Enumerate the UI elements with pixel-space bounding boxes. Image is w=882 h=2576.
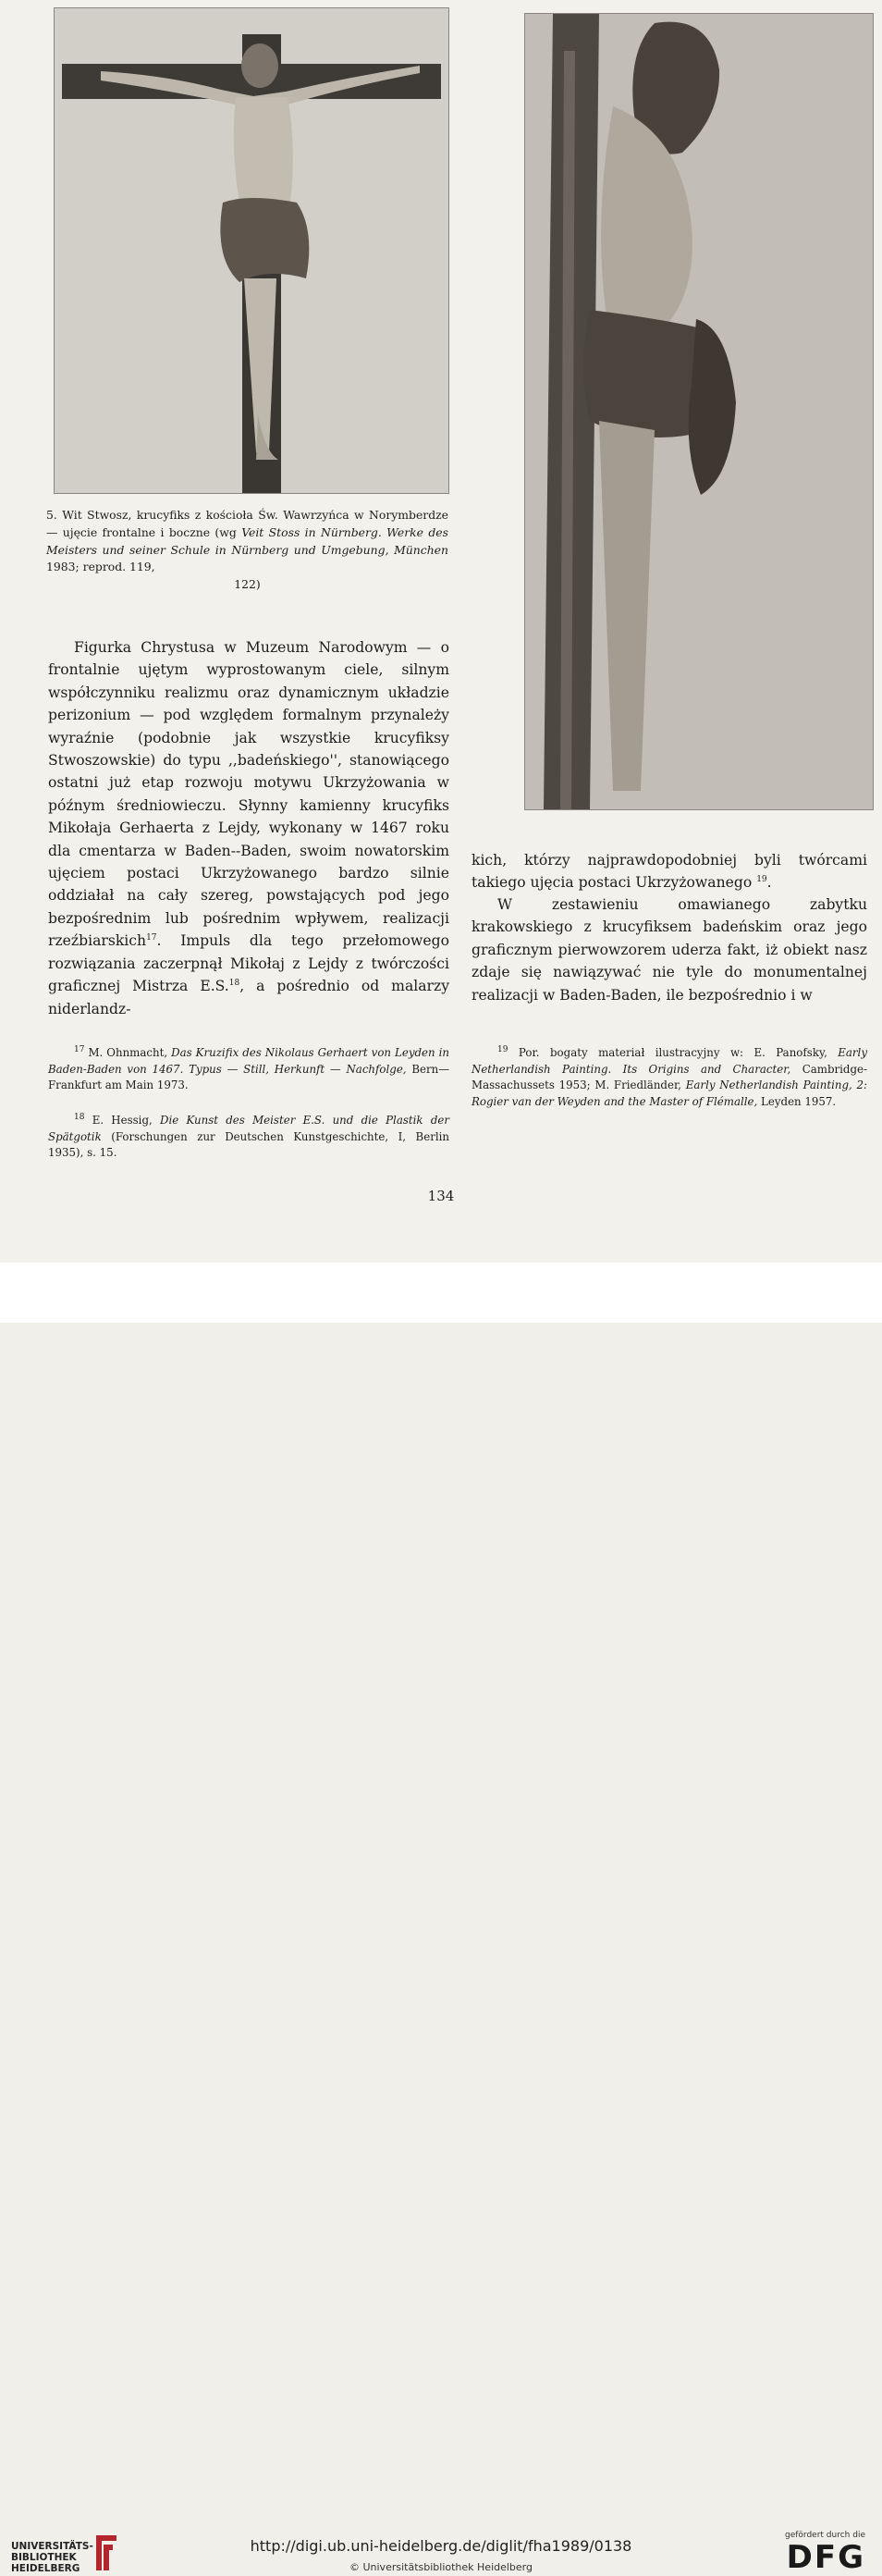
footnote-ref[interactable]: 17 [146,933,157,943]
crucifix-side-photo [524,13,874,810]
footnote-author: E. Hessig, [92,1114,153,1127]
caption-text-end: 1983; reprod. 119, [46,560,155,574]
footnote-number: 19 [497,1045,508,1055]
library-name-line: HEIDELBERG [11,2563,80,2574]
footnote-ref[interactable]: 19 [756,875,767,885]
body-paragraph: Figurka Chrystusa w Muzeum Narodowym — o frontalnie ujętym wyprostowanym ciele, silnym współczynniku realizmu oraz dynamicznym układzie perizonium — pod względem formalnym przynależy wyraźnie (podobnie jak wszystkie krucyfiksy Stwoszowskie) do typu ,,badeńskiego'', stanowiącego ostatni już etap rozwoju motywu Ukrzyżowania w późnym średniowieczu. Słynny kamienny krucyfiks Mikołaja Gerhaerta z Lejdy, wykonany w 1467 roku dla cmentarza w Baden--Baden, swoim nowatorskim ujęciem postaci Ukrzyżowanego bardzo silnie oddziałał na cały szereg, powstających pod jego bezpośrednim lub pośrednim wpływem, realizacji rzeźbiarskich [48,639,449,950]
funding-label: gefördert durch die [785,2531,865,2540]
footnote-19 [472,1045,867,1110]
footnote-text-mid: Cambridge-Massachussets 1953; M. Friedländer, [472,1062,867,1092]
crucifix-side-illustration [525,14,873,809]
library-name-line: BIBLIOTHEK [11,2552,77,2563]
caption-text: 5. Wit Stwosz, krucyfiks z kościoła Św. Wawrzyńca w Norymberdze — ujęcie frontalne i boczne (wg [46,508,448,539]
crucifix-frontal-photo [54,7,449,494]
dfg-logo[interactable]: DFG [786,2539,865,2576]
footnote-18 [48,1113,449,1162]
page-number: 134 [427,1188,455,1204]
caption-title: Veit Stoss in Nürnberg. Werke des Meisters und seiner Schule in Nürnberg und Umgebung, München [46,524,449,557]
figure-caption [46,507,448,594]
library-name-line: UNIVERSITÄTS- [11,2541,93,2552]
footnote-title: Early Netherlandish Painting. Its Origins and Character, [472,1046,867,1076]
crucifix-frontal-illustration [55,8,448,493]
body-paragraph-end: , a pośrednio od malarzy niderlandz- [48,978,449,1017]
body-right-column [472,894,867,1006]
document-page [0,0,882,1263]
footnote-text: Bern—Frankfurt am Main 1973. [48,1062,450,1092]
footnote-title: Die Kunst des Meister E.S. und die Plastik der Spätgotik [48,1114,449,1143]
viewer-footer [0,1263,882,2576]
body-right-column-top [472,849,867,894]
footnote-text: (Forschungen zur Deutschen Kunstgeschichte, I, Berlin 1935), s. 15. [48,1129,449,1160]
body-paragraph-cont: . Impuls dla tego przełomowego rozwiązania zaczerpnął Mikołaj z Lejdy z twórczości graficznej Mistrza E.S. [48,932,449,995]
body-left-column [48,636,449,1020]
footnote-17 [48,1045,449,1094]
footnote-ref[interactable]: 18 [228,978,240,988]
footnote-text-end: Leyden 1957. [761,1094,837,1108]
footnote-title-2: Early Netherlandish Painting, 2: Rogier van der Weyden and the Master of Flémalle, [472,1078,867,1108]
permalink-url[interactable]: http://digi.ub.uni-heidelberg.de/diglit/fha1989/0138 [250,2537,632,2555]
footnote-number: 18 [74,1113,85,1123]
footnote-text: Por. bogaty materiał ilustracyjny w: E. Panofsky, [518,1046,827,1059]
footnote-title: Das Kruzifix des Nikolaus Gerhaert von Leyden in Baden-Baden von 1467. Typus — Still, Herkunft — Nachfolge, [48,1046,450,1076]
caption-last-line: 122) [234,577,261,592]
copyright-notice: © Universitätsbibliothek Heidelberg [349,2561,533,2573]
body-paragraph-end: . [766,874,772,892]
body-paragraph: W zestawieniu omawianego zabytku krakowskiego z krucyfiksem badeńskim oraz jego graficznym pierwowzorem uderza fakt, iż obiekt nasz zdaje się nawiązywać nie tyle do monumentalnej realizacji w Baden-Baden, ile bezpośrednio i w [472,896,867,1004]
body-paragraph: kich, którzy najprawdopodobniej byli twórcami takiego ujęcia postaci Ukrzyżowanego [472,852,867,892]
footnote-author: M. Ohnmacht, [88,1046,168,1059]
footnote-number: 17 [74,1045,85,1055]
